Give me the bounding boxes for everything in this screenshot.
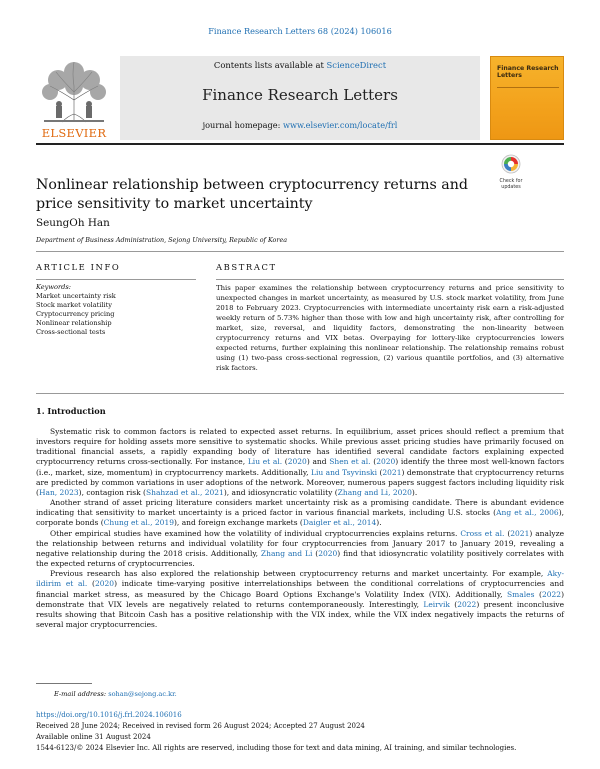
citation-link[interactable]: Ang et al., 2006 <box>496 508 559 518</box>
body-text: ), contagion risk ( <box>78 487 146 497</box>
citation-link[interactable]: Daigler et al., 2014 <box>302 518 377 528</box>
header-rule <box>36 143 564 145</box>
citation-link[interactable]: 2021 <box>382 467 402 477</box>
body-text: Systematic risk to common factors is related to expected asset returns. In equilibrium, asset prices should reflect a premium that investors require for holding assets more sensitive to systematic shocks. While previous asset pricing studies have primarily focused on traditional financial assets, a rapidly expanding body of literature has identified several candidate factors explaining expected cryptocurrency returns cross-sectionally. For instance, <box>36 427 564 467</box>
keyword-item: Cross-sectional tests <box>36 328 106 337</box>
doi-link[interactable]: https://doi.org/10.1016/j.frl.2024.106016 <box>36 711 182 719</box>
citation-link[interactable]: Han, 2023 <box>38 487 79 497</box>
citation-link[interactable]: 2020 <box>94 579 115 589</box>
check-updates-label: Check for updates <box>499 179 523 190</box>
body-text: ( <box>370 457 377 467</box>
body-paragraph <box>36 529 564 570</box>
introduction-body <box>36 427 564 630</box>
author-email-link[interactable]: sohan@sejong.ac.kr. <box>108 690 177 698</box>
title-rule <box>36 251 564 252</box>
journal-homepage-link[interactable]: www.elsevier.com/locate/frl <box>283 120 398 130</box>
author-affiliation: Department of Business Administration, Sejong University, Republic of Korea <box>36 236 288 244</box>
body-paragraph <box>36 498 564 528</box>
citation-link[interactable]: Shahzad et al., 2021 <box>145 487 224 497</box>
body-text: ( <box>534 589 542 599</box>
body-text: ) demonstrate that cryptocurrency returns are predicted by common variations in user adoptions of the network. Moreover, numerous papers suggest factors including liquidity risk ( <box>36 467 565 497</box>
citation-link[interactable]: 2020 <box>376 457 396 467</box>
cover-divider <box>497 87 559 88</box>
body-text: ) and <box>306 457 330 467</box>
journal-header-box <box>120 56 480 140</box>
journal-reference-link[interactable]: Finance Research Letters 68 (2024) 106016 <box>208 26 392 36</box>
citation-link[interactable]: Shen et al. <box>329 457 371 467</box>
sciencedirect-link[interactable]: ScienceDirect <box>326 60 387 70</box>
body-paragraph <box>36 569 564 630</box>
body-text: Another strand of asset pricing literature considers market uncertainty risk as a promising candidate. There is abundant evidence indicating that sensitivity to market uncertainty is a priced factor in various financial markets, including U.S. stocks ( <box>36 498 564 518</box>
keyword-item: Stock market volatility <box>36 301 112 310</box>
check-for-updates-badge[interactable] <box>494 154 528 188</box>
article-info-rule <box>36 279 196 280</box>
body-text: Previous research has also explored the relationship between cryptocurrency returns and market uncertainty. For example, <box>50 569 548 579</box>
keyword-item: Market uncertainty risk <box>36 292 116 301</box>
contents-prefix: Contents lists available at <box>213 60 327 70</box>
copyright-notice: 1544-6123/© 2024 Elsevier Inc. All rights are reserved, including those for text and data mining, AI training, and similar technologies. <box>36 744 517 752</box>
citation-link[interactable]: Smales <box>507 589 535 599</box>
body-text: ( <box>312 548 319 558</box>
masthead <box>36 56 564 140</box>
journal-cover-thumbnail[interactable] <box>490 56 564 140</box>
citation-link[interactable]: 2022 <box>457 599 477 609</box>
elsevier-logo[interactable] <box>36 56 112 140</box>
body-text: ( <box>87 579 95 589</box>
citation-link[interactable]: Zhang and Li, 2020 <box>337 487 412 497</box>
email-label: E-mail address: <box>54 690 109 698</box>
body-text: ) find that idiosyncratic volatility positively correlates with the expected returns of cryptocurrencies. <box>36 548 564 569</box>
keyword-item: Nonlinear relationship <box>36 319 112 328</box>
body-text: ), and foreign exchange markets ( <box>174 518 303 528</box>
citation-link[interactable]: Zhang and Li <box>260 548 313 558</box>
elsevier-tree-icon <box>36 56 112 126</box>
footnote-rule <box>36 683 92 684</box>
abstract-text: This paper examines the relationship between cryptocurrency returns and price sensitivity to unexpected changes in market uncertainty, as measured by U.S. stock market volatility, from June 2018 to February 2023. Cryptocurrencies with intermediate uncertainty risk earn a risk-adjusted weekly return of 5.73% higher than those with low and high uncertainty risk, after controlling for market, size, reversal, and liquidity factors, demonstrating the non-linearity between cryptocurrency returns and VIX betas. Overpaying for lottery-like cryptocurrencies lowers expected returns, further explaining this nonlinear relationship. The relationship remains robust using (1) two-pass cross-sectional regression, (2) various quantile portfolios, and (3) alternative risk factors. <box>216 284 564 373</box>
body-text: ( <box>449 599 458 609</box>
author-name[interactable]: SeungOh Han <box>36 217 110 229</box>
article-info-heading: ARTICLE INFO <box>36 262 121 272</box>
article-title: Nonlinear relationship between cryptocurrency returns and price sensitivity to market uncertainty <box>36 177 468 212</box>
body-text: ), and idiosyncratic volatility ( <box>223 487 338 497</box>
body-text: ( <box>282 457 288 467</box>
body-paragraph <box>36 427 564 498</box>
citation-link[interactable]: Liu and Tsyvinski <box>310 467 377 477</box>
homepage-prefix: journal homepage: <box>202 120 284 130</box>
keywords-list <box>36 283 196 338</box>
body-text: Other empirical studies have examined how the volatility of individual cryptocurrencies explains returns. <box>50 528 461 538</box>
citation-link[interactable]: Liu et al. <box>247 457 283 467</box>
body-text: ) demonstrate that VIX levels are negatively related to returns contemporaneously. Interestingly, <box>36 589 565 609</box>
citation-link[interactable]: 2020 <box>318 548 338 558</box>
body-text: ) identify the three most well-known factors (i.e., market, size, momentum) in cryptocurrency markets. Additionally, <box>36 457 565 477</box>
footnote-email <box>54 690 177 698</box>
citation-link[interactable]: Leirvik <box>423 599 450 609</box>
citation-link[interactable]: Aky-ildirim et al. <box>36 569 564 589</box>
abstract-heading: ABSTRACT <box>216 262 277 272</box>
body-text: ) analyze the relationship between returns and individual volatility for four cryptocurrencies from January 2017 to January 2019, revealing a negative relationship during the 2018 crisis. Additionally, <box>36 528 565 558</box>
abstract-bottom-rule <box>36 393 564 394</box>
citation-link[interactable]: 2022 <box>541 589 562 599</box>
body-text: ). <box>411 487 418 497</box>
body-text: ), corporate bonds ( <box>36 508 564 528</box>
citation-link[interactable]: 2020 <box>287 457 307 467</box>
citation-link[interactable]: 2021 <box>510 528 530 538</box>
body-text: ) present inconclusive results showing that Bitcoin Cash has a positive relationship with the VIX index, while the VIX index negatively impacts the returns of several major cryptocurrencies. <box>36 599 565 629</box>
body-text: ( <box>377 467 383 477</box>
journal-title: Finance Research Letters <box>202 86 398 104</box>
citation-link[interactable]: Cross et al. <box>460 528 505 538</box>
introduction-heading: 1. Introduction <box>36 406 106 416</box>
body-text: ( <box>504 528 511 538</box>
received-dates: Received 28 June 2024; Received in revised form 26 August 2024; Accepted 27 August 2024 <box>36 722 365 730</box>
homepage-line <box>120 120 480 130</box>
body-text: ) indicate time-varying positive interrelationships between the conditional correlations of cryptocurrencies and financial market stress, as measured by the Chicago Board Options Exchange's Volatility Index (VIX). Additionally, <box>36 579 564 599</box>
contents-line <box>120 60 480 70</box>
abstract-rule <box>216 279 564 280</box>
body-text: ). <box>376 518 382 528</box>
check-updates-icon <box>501 154 521 174</box>
keyword-item: Cryptocurrency pricing <box>36 310 115 319</box>
keywords-heading: Keywords: <box>36 283 71 291</box>
cover-title: Finance Research Letters <box>497 65 559 80</box>
online-date: Available online 31 August 2024 <box>36 733 151 741</box>
elsevier-wordmark: ELSEVIER <box>41 126 107 140</box>
citation-link[interactable]: Chung et al., 2019 <box>103 518 174 528</box>
